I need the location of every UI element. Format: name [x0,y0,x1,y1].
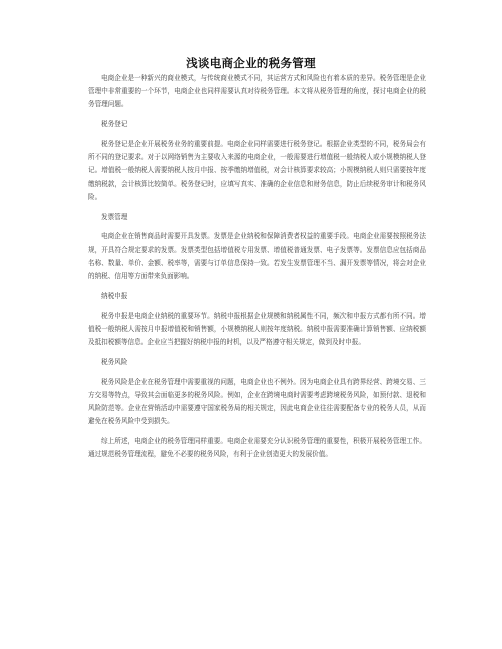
section-body-tax-risk: 税务风险是企业在税务管理中需要重视的问题，电商企业也不例外。因为电商企业具有跨界经营、跨境交易、三方交易等特点，导致其会面临更多的税务风险。例如，企业在跨境电商时需要考虑跨境税务风险，如预付款、退税和风险防范等。企业在营销活动中需要遵守国家税务局的相关规定，因此电商企业往往需要配备专业的税务人员，从而避免在税务风险中受到损失。 [88,377,426,426]
section-heading-tax-filing: 纳税申报 [101,291,128,300]
document-body [88,72,426,461]
section-heading-tax-registration: 税务登记 [101,120,128,129]
section-body-tax-registration: 税务登记是企业开展税务业务的重要前提。电商企业同样需要进行税务登记。根据企业类型的不同，税务局会有所不同的登记要求。对于以网络销售为主要收入来源的电商企业，一般需要进行增值税一般纳税人或小规模纳税人登记。增值税一般纳税人需要纳税人按月申报、按季缴纳增值税，对会计核算要求较高；小规模纳税人则只需要按年度缴纳税款，会计核算比较简单。税务登记时，应填写真实、准确的企业信息和财务信息，防止后续税务审计和税务风险。 [88,140,426,201]
conclusion-paragraph: 综上所述，电商企业的税务管理同样重要。电商企业需要充分认识税务管理的重要性，积极开展税务管理工作。通过规范税务管理流程，避免不必要的税务风险，有利于企业创造更大的发展价值。 [88,437,426,459]
intro-paragraph: 电商企业是一种新兴的商业模式，与传统商业模式不同，其运营方式和风险也有着本质的差异。税务管理是企业管理中非常重要的一个环节，电商企业也同样需要认真对待税务管理。本文将从税务管理的角度，探讨电商企业的税务管理问题。 [88,74,426,109]
section-heading-tax-risk: 税务风险 [101,357,128,366]
section-body-tax-filing: 税务申报是电商企业纳税的重要环节。纳税申报根据企业规模和纳税属性不同，频次和申报方式都有所不同。增值税一般纳税人需按月申报增值税和销售额，小规模纳税人则按年度纳税。纳税申报需要准确计算销售额、应纳税额及抵扣税额等信息。企业应当把握好纳税申报的时机，以及严格遵守相关规定，做到及时申报。 [88,311,426,347]
section-body-invoice-management: 电商企业在销售商品时需要开具发票。发票是企业纳税和保障消费者权益的重要手段。电商企业需要按照税务法规，开具符合规定要求的发票。发票类型包括增值税专用发票、增值税普通发票、电子发票等。发票信息应包括商品名称、数量、单价、金额、税率等，需要与订单信息保持一致。若发生发票管理不当、漏开发票等情况，将会对企业的纳税、信用等方面带来负面影响。 [88,232,426,281]
document-title: 浅谈电商企业的税务管理 [186,56,316,70]
section-heading-invoice-management: 发票管理 [101,212,128,221]
